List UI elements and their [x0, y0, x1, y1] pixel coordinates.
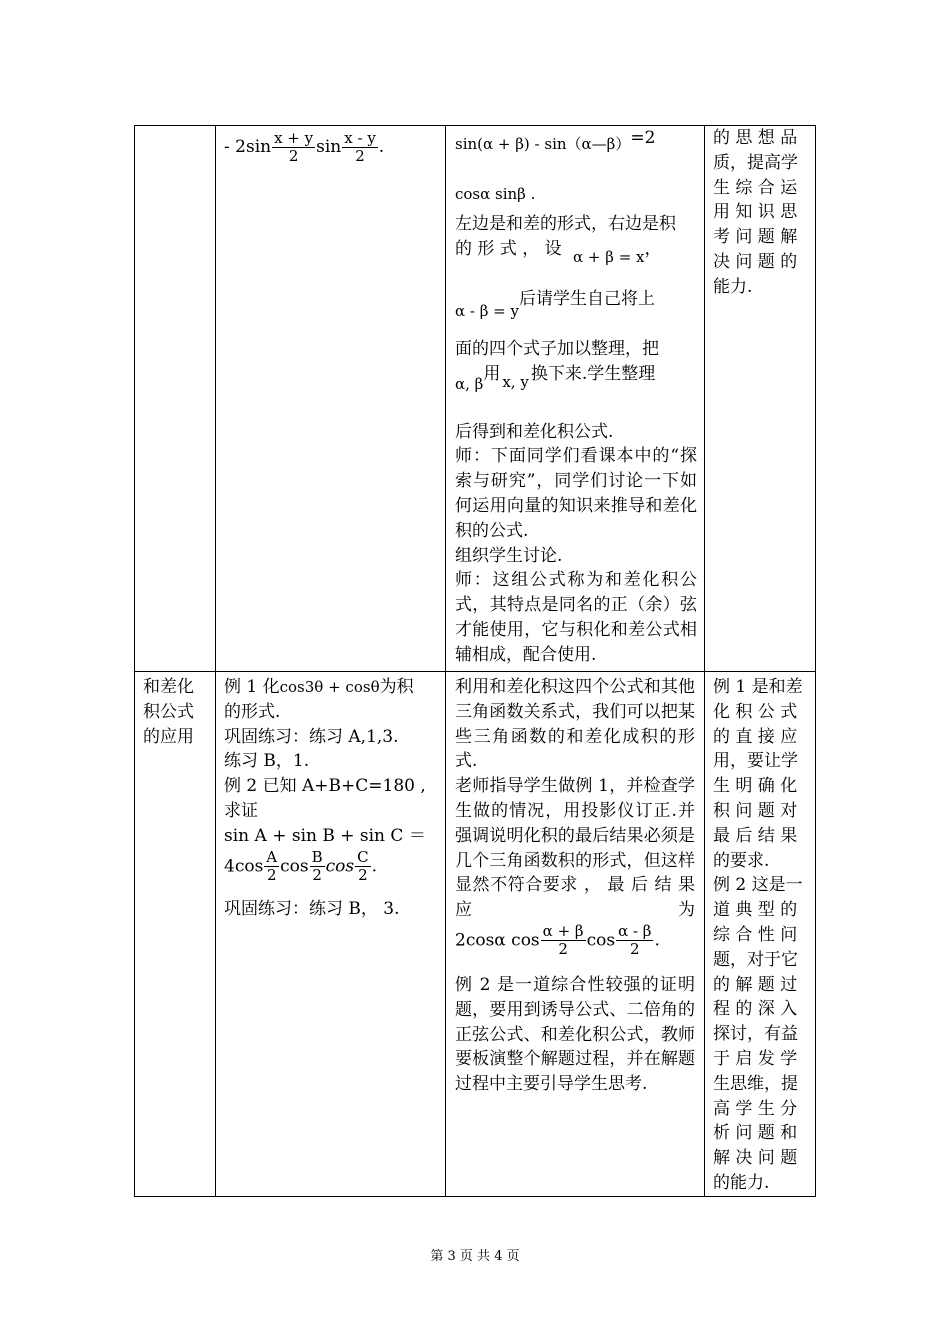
cell-text-line: 程 的 深 入 [713, 999, 798, 1020]
row2-col4-cell [713, 675, 807, 1196]
cell-text-line: 考 问 题 解 [713, 227, 798, 248]
equation-line-2: cosα sinβ . [455, 185, 536, 203]
row1-col3-cell [455, 128, 697, 668]
cell-text-line: 能力. [713, 276, 753, 297]
cell-text-line: 的要求. [713, 850, 770, 871]
row1-col2-cell [224, 130, 438, 166]
cell-text-line: 综 合 性 问 [713, 924, 798, 945]
explanation-line-5: α, β用 x, y 换下来.学生整理 [455, 363, 656, 393]
example2-line-1: 例 2 已知 A+B+C=180 , [224, 776, 426, 797]
cell-text-line: 积公式 [143, 701, 194, 722]
cell-text-line: 题，对于它 [713, 949, 798, 970]
explanation-line-6: 后得到和差化积公式. [455, 421, 614, 442]
practice-line-1: 巩固练习：练习 A,1,3. [224, 726, 399, 747]
teacher-paragraph-2: 师：这组公式称为和差化积公式，其特点是同名的正（余）弦才能使用，它与积化和差公式相辅相成，配合使用. [455, 570, 697, 665]
cell-text-line: 质，提高学 [713, 152, 798, 173]
example1-line: 例 1 化cos3θ + cosθ为积 [224, 677, 414, 697]
cell-text-line: 的能力. [713, 1172, 770, 1193]
cell-text-line: 生 明 确 化 [713, 776, 798, 797]
cell-text-line: 用，要让学 [713, 751, 798, 772]
column-divider-3 [704, 125, 705, 1197]
explanation-line-3: α - β = y后请学生自己将上 [455, 288, 655, 320]
cell-text-line: 的 思 想 品 [713, 128, 798, 148]
practice-line-3: 巩固练习：练习 B， 3. [224, 898, 400, 919]
cell-text-line: 解 决 问 题 [713, 1148, 798, 1169]
example2-formula-2: 4cos $\frac{A}{2}$ cos $\frac{B}{2}$ cos $\frac{C}{2}$ . [224, 847, 378, 884]
cell-text-line: 的应用 [143, 726, 194, 747]
cell-text-line: 生思维，提 [713, 1073, 798, 1094]
example1-line-2: 的形式. [224, 701, 281, 722]
cell-text-line: 析 问 题 和 [713, 1123, 798, 1144]
example2-paragraph: 例 2 是一道综合性较强的证明题，要用到诱导公式、二倍角的正弦公式、和差化积公式，教师要板演整个解题过程，并在解题过程中主要引导学生思考. [455, 974, 695, 1095]
cell-text-line: 探讨，有益 [713, 1024, 798, 1045]
discussion-paragraph: 组织学生讨论. [455, 545, 563, 566]
cell-text-line: 和差化 [143, 677, 194, 697]
example2-line-2: 求证 [224, 800, 258, 821]
column-divider-2 [445, 125, 446, 1197]
final-result-formula: 2cosα cos $\frac{\alpha + \beta}{2}$ cos $\frac{\alpha - \beta}{2}$ . [455, 921, 660, 959]
cell-text-line: 高 学 生 分 [713, 1098, 798, 1119]
row-divider [134, 671, 816, 672]
table-bottom-border [134, 1196, 816, 1197]
cell-text-line: 于 启 发 学 [713, 1048, 798, 1069]
cell-text-line: 例 2 这是一 [713, 875, 803, 896]
practice-line-2: 练习 B，1. [224, 751, 310, 772]
cell-text-line: 积 问 题 对 [713, 800, 798, 821]
intro-paragraph: 利用和差化积这四个公式和其他三角函数关系式，我们可以把某些三角函数的和差化成积的形式. [455, 677, 695, 772]
cell-text-line: 的 直 接 应 [713, 726, 798, 747]
page-footer: 第 3 页 共 4 页 [430, 1249, 520, 1264]
column-divider-1 [215, 125, 216, 1197]
cell-text-line: 的 解 题 过 [713, 974, 798, 995]
row1-col4-cell [713, 126, 807, 300]
table-left-border [134, 125, 135, 1197]
explanation-line-1: 左边是和差的形式，右边是积 [455, 214, 676, 234]
cell-text-line: 用 知 识 思 [713, 202, 798, 223]
explanation-line-2: 的 形 式 ， 设 α + β = x， [455, 238, 662, 266]
row2-col2-cell [224, 675, 440, 921]
cell-text-line: 生 综 合 运 [713, 177, 798, 198]
cell-text-line: 最 后 结 果 [713, 825, 798, 846]
table-right-border [815, 125, 816, 1197]
equation-line-1: sin(α + β) - sin（α—β）=2 [455, 128, 656, 153]
teacher-paragraph-1: 师：下面同学们看课本中的“探索与研究”，同学们讨论一下如何运用向量的知识来推导和差化积的公式. [455, 446, 697, 541]
guidance-paragraph: 老师指导学生做例 1，并检查学生做的情况，用投影仪订正.并强调说明化积的最后结果必须是几个三角函数积的形式，但这样显然不符合要求 ， 最 后 结 果 应 为 [455, 776, 695, 921]
cell-text-line: 化 积 公 式 [713, 701, 798, 722]
cell-text-line: 例 1 是和差 [713, 677, 803, 697]
sum-to-product-formula: - 2sin $\frac{x + y}{2}$ sin $\frac{x - y}{2}$ . [224, 129, 385, 166]
row2-col1-cell [143, 675, 209, 749]
row2-col3-cell [455, 675, 695, 1097]
cell-text-line: 道 典 型 的 [713, 900, 798, 921]
explanation-line-4: 面的四个式子加以整理，把 [455, 338, 659, 359]
example2-formula-1: sin A + sin B + sin C ＝ [224, 825, 426, 846]
cell-text-line: 决 问 题 的 [713, 251, 798, 272]
